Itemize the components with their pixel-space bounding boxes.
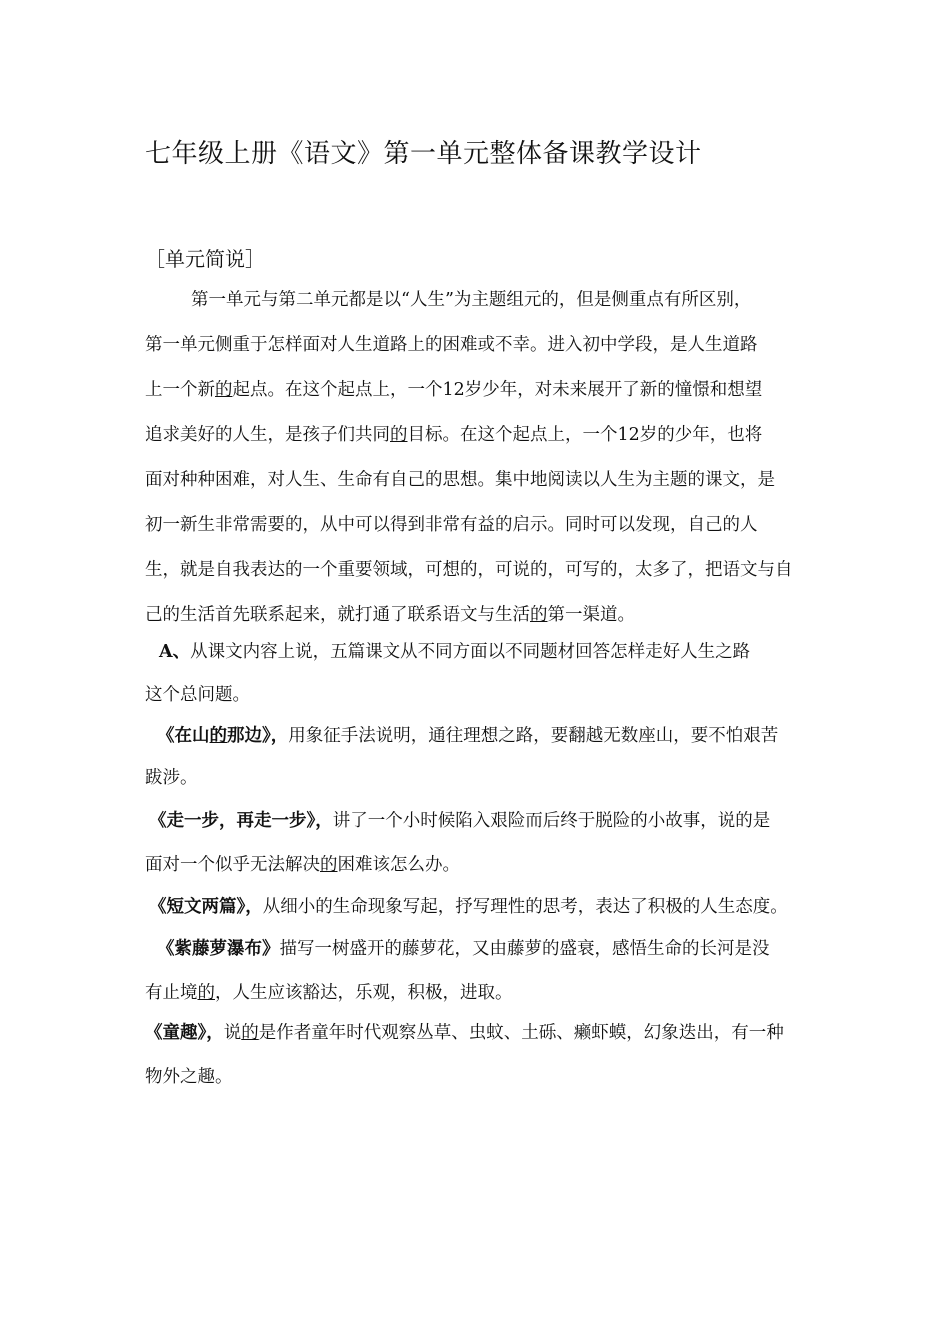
text-run: 从细小的生命现象写起，抒写理性的思考，表达了积极的人生态度。: [262, 897, 788, 917]
lesson-title: 《童趣》，: [145, 1023, 224, 1043]
underlined-text: 的: [241, 1023, 259, 1043]
lesson-title: 《在山: [157, 726, 210, 746]
text-run: 物外之趣。: [145, 1067, 233, 1087]
underlined-text: 的: [320, 855, 338, 875]
underlined-text: 的: [215, 380, 233, 400]
lesson-title: 那边》，: [227, 726, 289, 746]
text-run: ，人生应该豁达，乐观，积极，进取。: [215, 983, 513, 1003]
paragraph-line: [157, 935, 770, 963]
underlined-text: 的: [530, 605, 548, 625]
point-label: A、: [159, 642, 191, 662]
paragraph-line: [145, 979, 513, 1007]
paragraph-line: [145, 851, 460, 879]
paragraph-line: [145, 764, 198, 792]
paragraph-line: [145, 601, 635, 629]
text-run: 己的生活首先联系起来，就打通了联系语文与生活: [145, 605, 530, 625]
paragraph-line: [145, 331, 758, 359]
text-run: 跋涉。: [145, 768, 198, 788]
paragraph-line: [149, 807, 770, 835]
text-run: 第一单元侧重于怎样面对人生道路上的困难或不幸。进入初中学段，是人生道路: [145, 335, 758, 355]
section-heading-unit-overview: ［单元简说］: [145, 247, 265, 271]
paragraph-line: [145, 1019, 784, 1047]
paragraph-line: [145, 466, 775, 494]
paragraph-line: [145, 376, 762, 404]
text-run: 有止境: [145, 983, 198, 1003]
paragraph-line: [157, 722, 778, 750]
underlined-text: 的: [209, 726, 227, 746]
lesson-title: 《紫藤萝瀑布》: [157, 939, 280, 959]
text-run: 讲了一个小时候陷入艰险而后终于脱险的小故事，说的是: [332, 811, 771, 831]
text-run: 第一单元与第二单元都是以“人生”为主题组元的，但是侧重点有所区别，: [191, 290, 752, 310]
paragraph-line: [159, 638, 750, 666]
text-run: 描写一树盛开的藤萝花，又由藤萝的盛衰，感悟生命的长河是没: [279, 939, 770, 959]
underlined-text: 的: [390, 425, 408, 445]
text-run: 初一新生非常需要的，从中可以得到非常有益的启示。同时可以发现，自己的人: [145, 515, 758, 535]
paragraph-line: [145, 556, 793, 584]
text-run: 用象征手法说明，通往理想之路，要翻越无数座山，要不怕艰苦: [288, 726, 779, 746]
paragraph-line: [145, 681, 250, 709]
paragraph-line: [145, 421, 762, 449]
text-run: 面对一个似乎无法解决: [145, 855, 320, 875]
document-title: 七年级上册《语文》第一单元整体备课教学设计: [145, 139, 702, 169]
text-run: 从课文内容上说，五篇课文从不同方面以不同题材回答怎样走好人生之路: [190, 642, 751, 662]
text-run: 生，就是自我表达的一个重要领域，可想的，可说的，可写的，太多了，把语文与自: [145, 560, 793, 580]
text-run: 起点。在这个起点上，一个12岁少年，对未来展开了新的憧憬和想望: [232, 380, 763, 400]
text-run: 面对种种困难，对人生、生命有自己的思想。集中地阅读以人生为主题的课文，是: [145, 470, 775, 490]
paragraph-line: [145, 1063, 233, 1091]
text-run: 目标。在这个起点上，一个12岁的少年，也将: [407, 425, 763, 445]
text-run: 追求美好的人生，是孩子们共同: [145, 425, 390, 445]
text-run: 困难该怎么办。: [337, 855, 460, 875]
text-run: 是作者童年时代观察丛草、虫蚊、土砾、癞虾蟆，幻象迭出，有一种: [258, 1023, 784, 1043]
text-run: 上一个新: [145, 380, 215, 400]
text-run: 第一渠道。: [547, 605, 635, 625]
text-run: 这个总问题。: [145, 685, 250, 705]
paragraph-line: [145, 511, 758, 539]
paragraph-line: [191, 286, 751, 314]
lesson-title: 《走一步，再走一步》，: [149, 811, 333, 831]
text-run: 说: [223, 1023, 242, 1043]
underlined-text: 的: [197, 983, 215, 1003]
paragraph-line: [149, 893, 788, 921]
lesson-title: 《短文两篇》，: [149, 897, 263, 917]
